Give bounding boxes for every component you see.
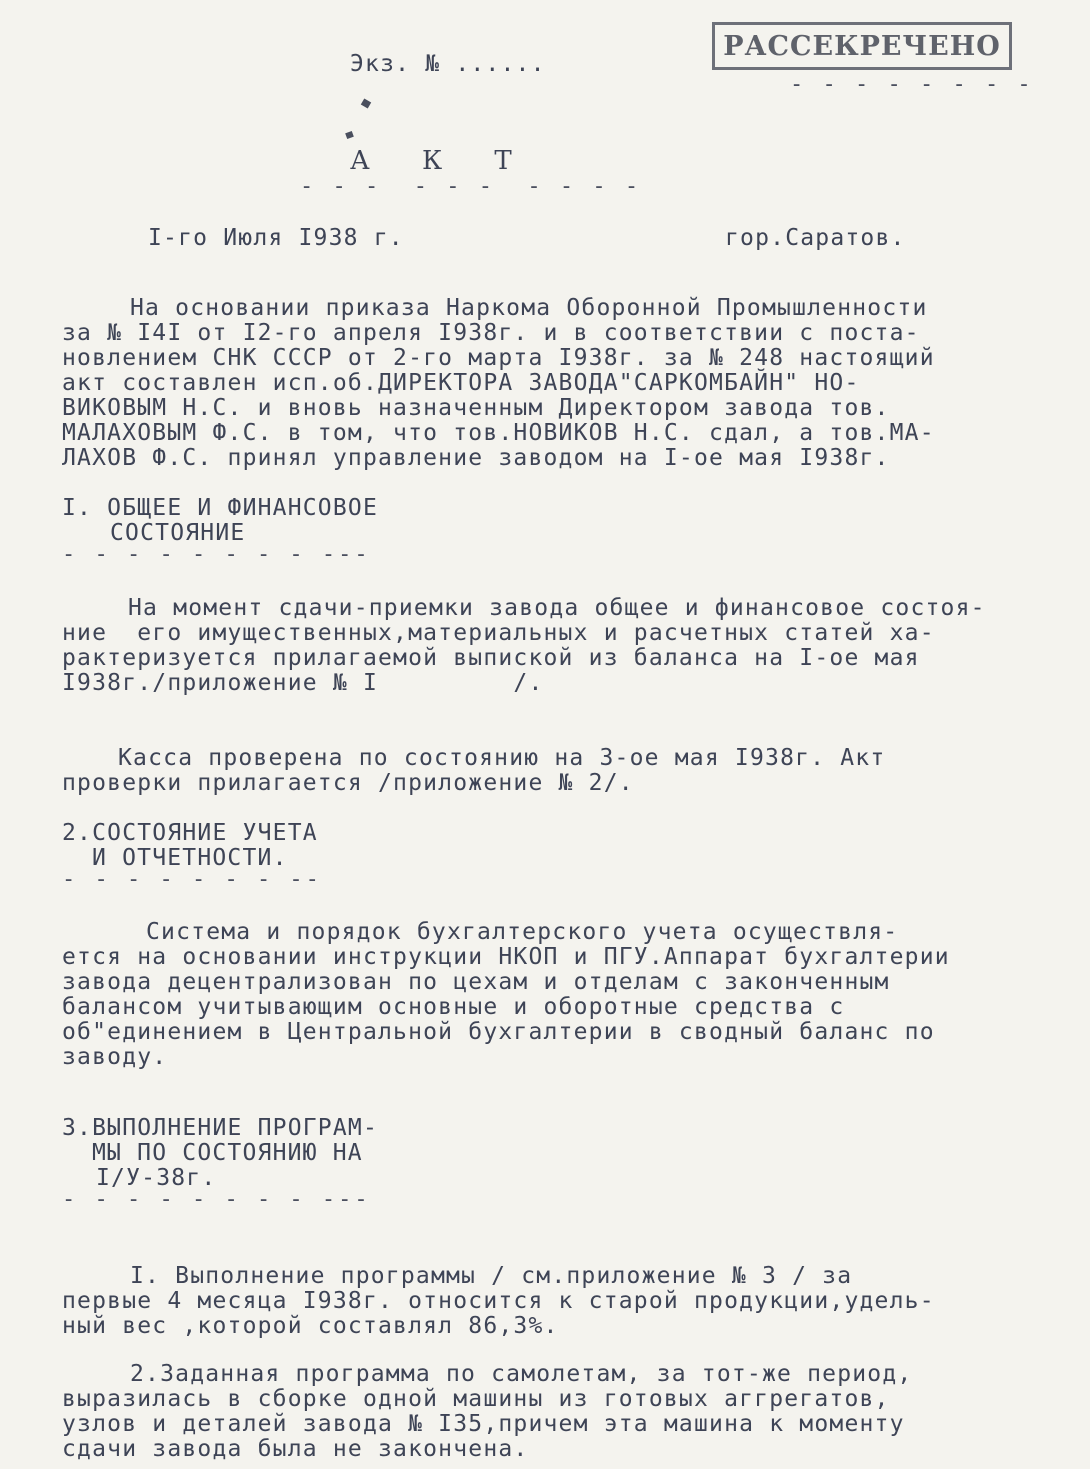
text-line: об"единением в Центральной бухгалтерии в сводный баланс по — [62, 1019, 935, 1045]
heading-line: I/У-38г. — [96, 1165, 217, 1191]
heading-line: I. ОБЩЕЕ И ФИНАНСОВОЕ — [62, 495, 378, 521]
heading-line: 3.ВЫПОЛНЕНИЕ ПРОГРАМ- — [62, 1115, 378, 1141]
text-line: На основании приказа Наркома Оборонной Промышленности — [130, 295, 928, 321]
declassified-stamp: РАССЕКРЕЧЕНО — [712, 22, 1012, 70]
heading-underline: - - - - - - - - --- — [62, 542, 371, 567]
text-line: заводу. — [62, 1044, 168, 1070]
text-line: На момент сдачи-приемки завода общее и финансовое состоя- — [128, 595, 986, 621]
heading-line: И ОТЧЕТНОСТИ. — [92, 845, 288, 871]
ink-speck — [361, 98, 371, 108]
text-line: ние его имущественных,материальных и расчетных статей ха- — [62, 620, 935, 646]
text-line: сдачи завода была не закончена. — [62, 1436, 529, 1462]
stamp-underline: - - - - - - - - — [790, 72, 1034, 97]
heading-line: МЫ ПО СОСТОЯНИЮ НА — [92, 1140, 363, 1166]
text-line: выразилась в сборке одной машины из готовых аггрегатов, — [62, 1386, 890, 1412]
heading-line: 2.СОСТОЯНИЕ УЧЕТА — [62, 820, 318, 846]
text-line: ЛАХОВ Ф.С. принял управление заводом на I-ое мая I938г. — [62, 445, 890, 471]
text-line: за № I4I от I2-го апреля I938г. и в соответствии с поста- — [62, 320, 920, 346]
text-line: МАЛАХОВЫМ Ф.С. в том, что тов.НОВИКОВ Н.С. сдал, а тов.МА- — [62, 420, 935, 446]
document-title: А К Т — [350, 146, 514, 176]
text-line: узлов и деталей завода № I35,причем эта машина к моменту — [62, 1411, 905, 1437]
copy-number: Экз. № ...... — [350, 51, 546, 77]
text-line: завода децентрализован по цехам и отделам с законченным — [62, 969, 890, 995]
text-line: рактеризуется прилагаемой выпиской из баланса на I-ое мая — [62, 645, 920, 671]
text-line: проверки прилагается /приложение № 2/. — [62, 770, 634, 796]
text-line: новлением СНК СССР от 2-го марта I938г. за № 248 настоящий — [62, 345, 935, 371]
text-line: акт составлен исп.об.ДИРЕКТОРА ЗАВОДА"САРКОМБАЙН" НО- — [62, 370, 860, 396]
text-line: 2.Заданная программа по самолетам, за тот-же период, — [130, 1361, 913, 1387]
text-line: I938г./приложение № I /. — [62, 670, 544, 696]
title-underline: - - - - - - - - - - — [300, 174, 642, 199]
text-line: I. Выполнение программы / см.приложение № 3 / за — [130, 1263, 853, 1289]
heading-line: СОСТОЯНИЕ — [110, 520, 246, 546]
text-line: Касса проверена по состоянию на 3-ое мая I938г. Акт — [118, 745, 886, 771]
text-line: Система и порядок бухгалтерского учета осуществля- — [146, 919, 899, 945]
document-city: гор.Саратов. — [725, 225, 906, 251]
document-date: I-го Июля I938 г. — [148, 225, 404, 251]
text-line: ется на основании инструкции НКОП и ПГУ.Аппарат бухгалтерии — [62, 944, 950, 970]
text-line: балансом учитывающим основные и оборотные средства с — [62, 994, 845, 1020]
heading-underline: - - - - - - - -- — [62, 867, 322, 892]
text-line: ный вес ,которой составлял 86,3%. — [62, 1313, 559, 1339]
text-line: ВИКОВЫМ Н.С. и вновь назначенным Директором завода тов. — [62, 395, 890, 421]
text-line: первые 4 месяца I938г. относится к старой продукции,удель- — [62, 1288, 935, 1314]
ink-speck — [345, 131, 354, 139]
heading-underline: - - - - - - - - --- — [62, 1187, 371, 1212]
